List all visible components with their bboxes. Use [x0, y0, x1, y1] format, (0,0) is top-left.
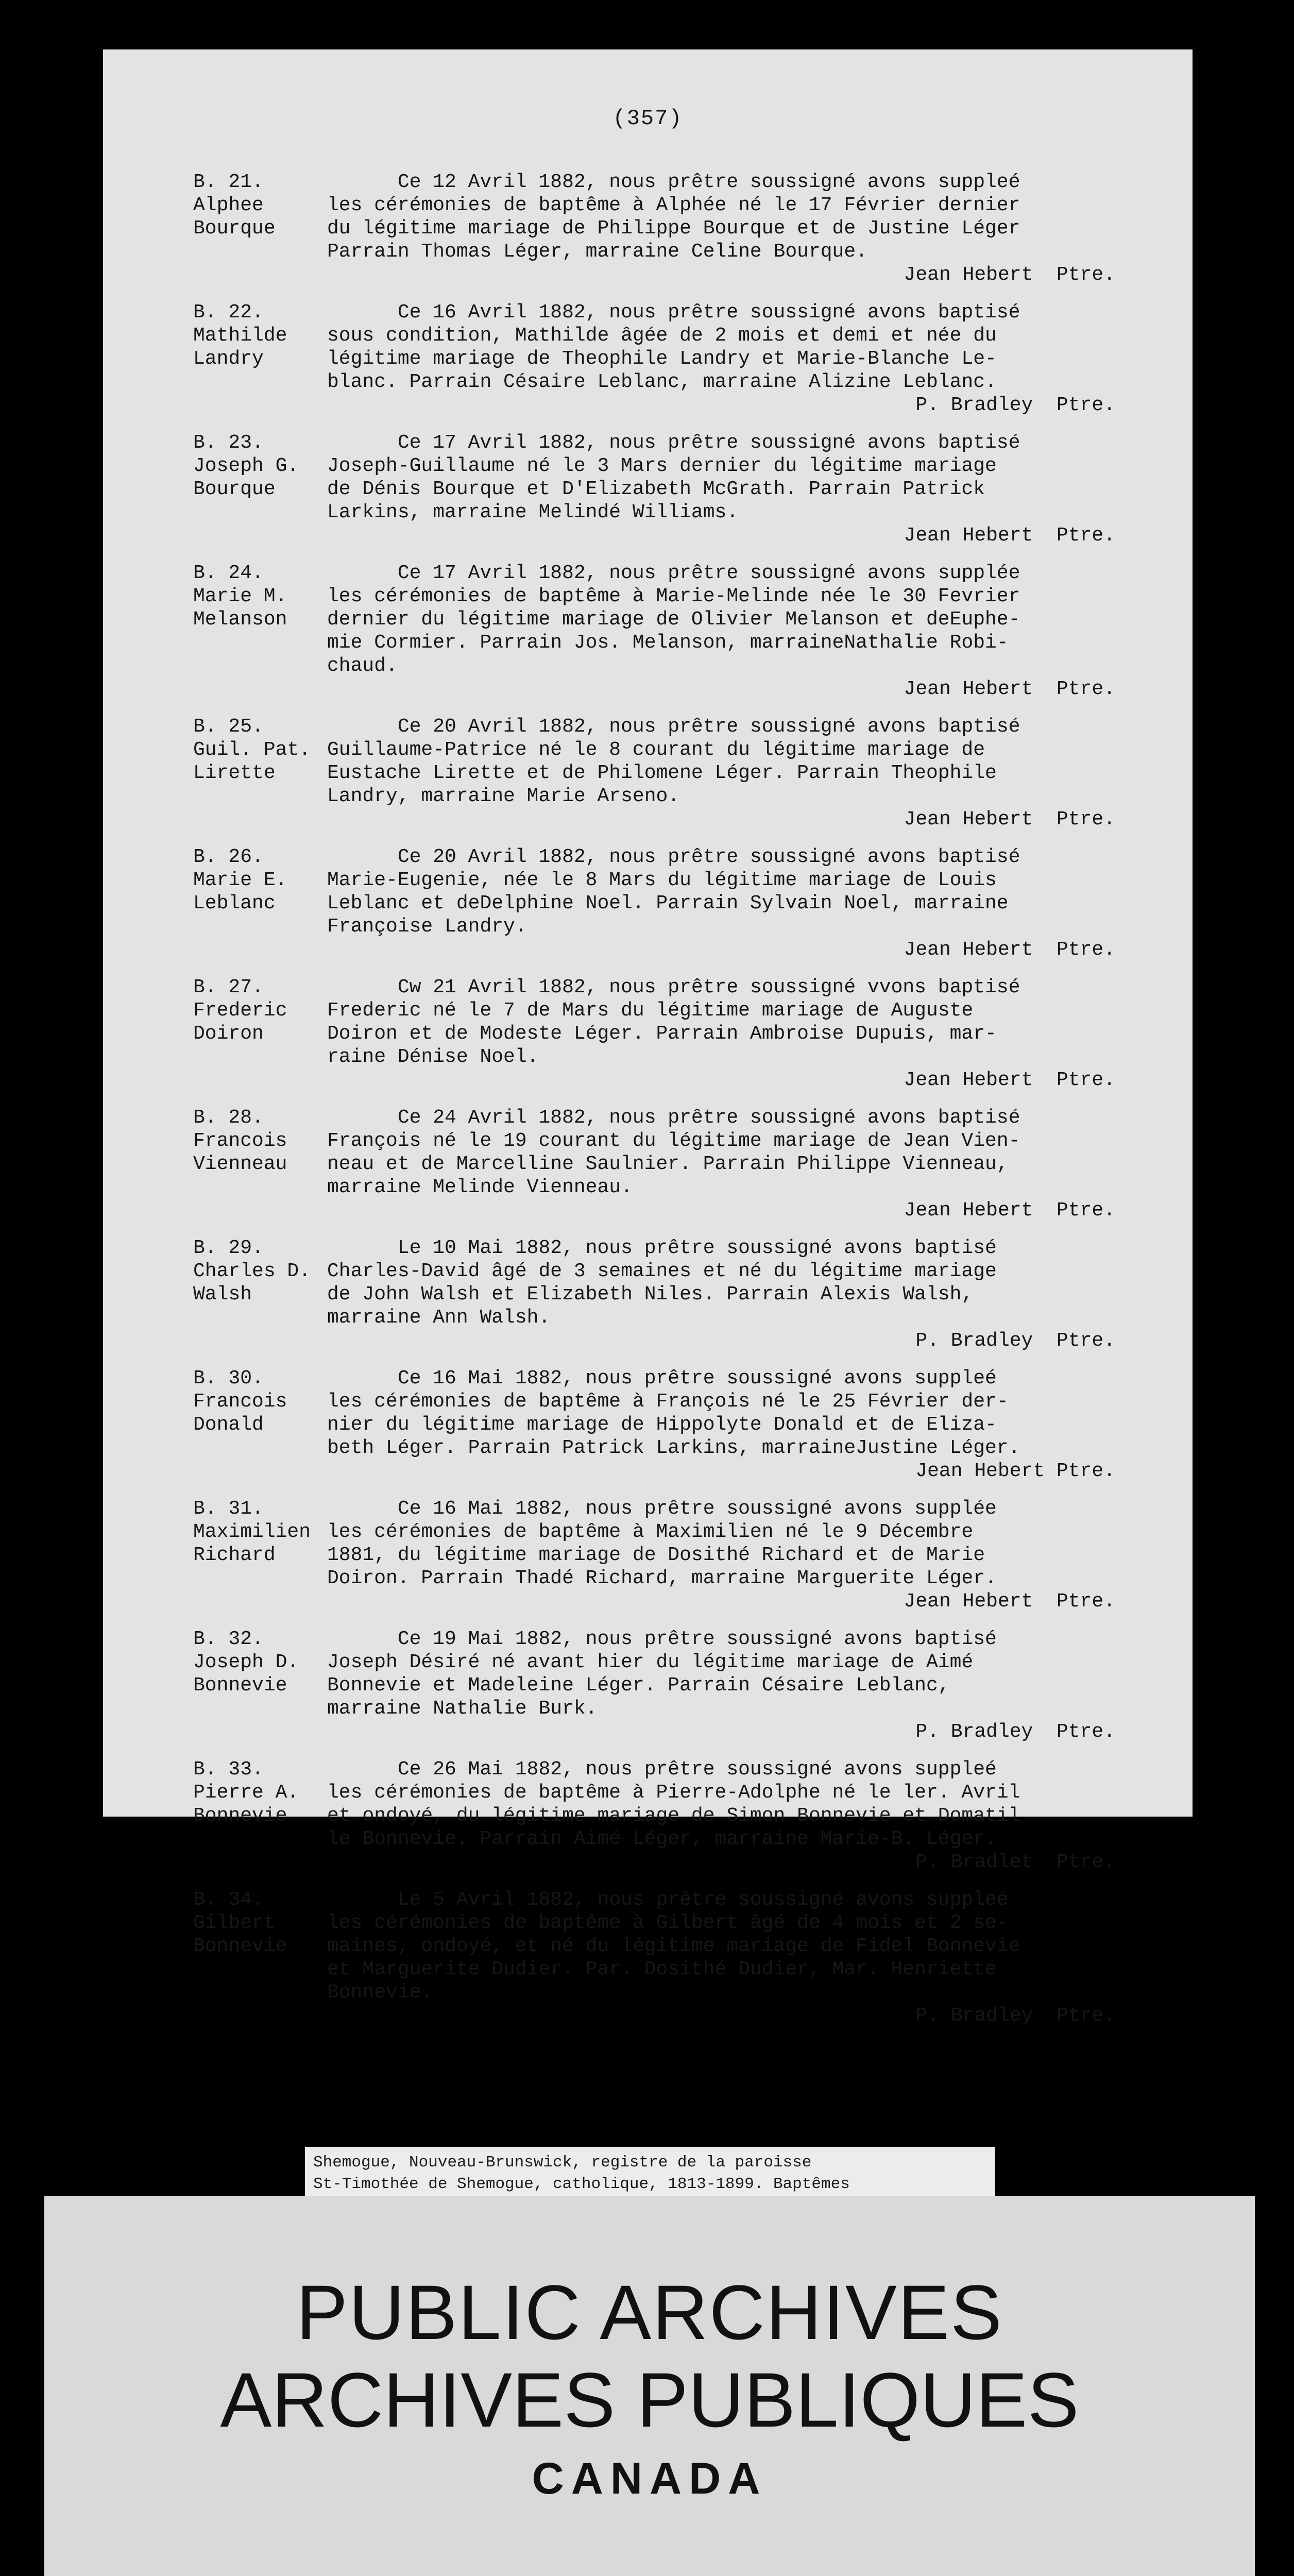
entry-identifier-line: Bonnevie [193, 1805, 287, 1827]
entry-text-line: Françoise Landry. [327, 916, 527, 938]
entry-identifier-line: Pierre A. [193, 1782, 299, 1804]
entry-identifier-line: Joseph G. [193, 455, 299, 477]
entry-identifier-line: Frederic [193, 999, 287, 1022]
entry-text-line: de Dénis Bourque et D'Elizabeth McGrath. Parrain Patrick [327, 478, 985, 500]
entry-text-line: dernier du légitime mariage de Olivier Melanson et deEuphe- [327, 608, 1020, 631]
entry-text [327, 301, 1131, 417]
baptism-entry [103, 1106, 1193, 1222]
entry-identifier-line: B. 34. [193, 1889, 264, 1911]
priest-signature: Jean Hebert Ptre. [904, 1590, 1115, 1613]
entry-identifier-line: Charles D. [193, 1260, 311, 1282]
entry-identifier-line: Bonnevie [193, 1674, 287, 1697]
entry-identifier-line: B. 22. [193, 301, 264, 324]
entry-identifier-line: Vienneau [193, 1153, 287, 1175]
entry-identifier-line: Marie M. [193, 585, 287, 607]
entry-text-line: maines, ondoyé, et né du légitime mariage de Fidel Bonnevie [327, 1935, 1020, 1957]
entry-identifier-line: B. 28. [193, 1107, 264, 1129]
entry-text-line: Joseph-Guillaume né le 3 Mars dernier du légitime mariage [327, 455, 997, 477]
entry-text-line: 1881, du légitime mariage de Dosithé Richard et de Marie [327, 1544, 985, 1566]
entry-text-line: légitime mariage de Theophile Landry et Marie-Blanche Le- [327, 348, 997, 370]
priest-signature: P. Bradley Ptre. [915, 394, 1115, 416]
entry-text-line: de John Walsh et Elizabeth Niles. Parrain Alexis Walsh, [327, 1283, 974, 1306]
entry-text-line: Charles-David âgé de 3 semaines et né du légitime mariage [327, 1260, 997, 1282]
entry-identifier [103, 1106, 327, 1222]
entry-identifier-line: Melanson [193, 608, 287, 631]
priest-signature: Jean Hebert Ptre. [904, 939, 1115, 961]
entry-text-line: neau et de Marcelline Saulnier. Parrain Philippe Vienneau, [327, 1153, 1009, 1175]
entry-identifier-line: Alphee [193, 194, 264, 216]
entry-text-line: Ce 19 Mai 1882, nous prêtre soussigné avons baptisé [327, 1628, 997, 1650]
entry-identifier-line: Guil. Pat. [193, 739, 311, 761]
entry-identifier-line: Francois [193, 1130, 287, 1152]
entry-identifier-line: B. 29. [193, 1237, 264, 1259]
baptism-entry [103, 1628, 1193, 1743]
label-line: Shemogue, Nouveau-Brunswick, registre de la paroisse [313, 2154, 812, 2172]
entry-text [327, 715, 1131, 831]
entry-text-line: Ce 12 Avril 1882, nous prêtre soussigné avons suppleé [327, 171, 1020, 193]
entry-identifier-line: Doiron [193, 1023, 264, 1045]
entry-text [327, 1758, 1131, 1874]
entry-text-line: Bonnevie et Madeleine Léger. Parrain Césaire Leblanc, [327, 1674, 950, 1697]
entry-identifier-line: B. 21. [193, 171, 264, 193]
baptism-entries [103, 171, 1193, 2042]
entry-identifier [103, 845, 327, 961]
entry-identifier-line: Richard [193, 1544, 276, 1566]
priest-signature: Jean Hebert Ptre. [904, 1069, 1115, 1091]
entry-text-line: marraine Nathalie Burk. [327, 1698, 598, 1720]
entry-text-line: Ce 24 Avril 1882, nous prêtre soussigné avons baptisé [327, 1107, 1020, 1129]
entry-text [327, 431, 1131, 547]
entry-identifier [103, 1758, 327, 1874]
entry-text-line: et Marguerite Dudier. Par. Dosithé Dudier, Mar. Henriette [327, 1958, 997, 1980]
entry-identifier-line: Lirette [193, 762, 276, 784]
entry-text-line: Cw 21 Avril 1882, nous prêtre soussigné vvons baptisé [327, 976, 1020, 998]
entry-identifier-line: B. 32. [193, 1628, 264, 1650]
entry-text-line: Ce 16 Mai 1882, nous prêtre soussigné avons suppleé [327, 1367, 997, 1389]
entry-identifier-line: Maximilien [193, 1521, 311, 1543]
entry-text [327, 976, 1131, 1092]
label-line: St-Timothée de Shemogue, catholique, 1813-1899. Baptêmes [313, 2175, 850, 2193]
entry-identifier [103, 301, 327, 417]
entry-text-line: les cérémonies de baptême à Pierre-Adolphe né le ler. Avril [327, 1782, 1020, 1804]
entry-text-line: Frederic né le 7 de Mars du légitime mariage de Auguste [327, 999, 974, 1022]
entry-text-line: Parrain Thomas Léger, marraine Celine Bourque. [327, 241, 867, 263]
entry-text [327, 1628, 1131, 1743]
entry-identifier-line: Landry [193, 348, 264, 370]
entry-text-line: Le 10 Mai 1882, nous prêtre soussigné avons baptisé [327, 1237, 997, 1259]
banner-title-en: PUBLIC ARCHIVES [296, 2269, 1003, 2355]
priest-signature: P. Bradlet Ptre. [915, 1851, 1115, 1873]
priest-signature: P. Bradley Ptre. [915, 2005, 1115, 2027]
entry-identifier-line: Donald [193, 1414, 264, 1436]
entry-text-line: les cérémonies de baptême à Alphée né le 17 Février dernier [327, 194, 1020, 216]
banner-title-fr: ARCHIVES PUBLIQUES [220, 2357, 1079, 2443]
entry-text-line: le Bonnevie. Parrain Aimé Léger, marraine Marie-B. Léger. [327, 1828, 997, 1850]
entry-text-line: Ce 20 Avril 1882, nous prêtre soussigné avons baptisé [327, 846, 1020, 868]
entry-identifier-line: Mathilde [193, 325, 287, 347]
priest-signature: Jean Hebert Ptre. [904, 1199, 1115, 1222]
entry-identifier-line: Walsh [193, 1283, 252, 1306]
entry-identifier-line: Bonnevie [193, 1935, 287, 1957]
entry-identifier-line: B. 30. [193, 1367, 264, 1389]
entry-identifier [103, 1236, 327, 1352]
entry-text-line: beth Léger. Parrain Patrick Larkins, marraineJustine Léger. [327, 1437, 1020, 1459]
archives-banner [44, 2196, 1255, 2576]
entry-identifier [103, 1497, 327, 1613]
priest-signature: Jean Hebert Ptre. [904, 524, 1115, 547]
entry-text-line: Ce 17 Avril 1882, nous prêtre soussigné avons baptisé [327, 432, 1020, 454]
entry-identifier [103, 171, 327, 286]
banner-country: CANADA [532, 2454, 768, 2503]
entry-identifier [103, 431, 327, 547]
baptism-entry [103, 1367, 1193, 1483]
entry-text-line: Bonnevie. [327, 1981, 433, 2004]
entry-text-line: les cérémonies de baptême à Gilbert âgé de 4 mois et 2 se- [327, 1912, 1009, 1934]
entry-text-line: Joseph Désiré né avant hier du légitime mariage de Aimé [327, 1651, 974, 1673]
entry-text-line: sous condition, Mathilde âgée de 2 mois et demi et née du [327, 325, 997, 347]
baptism-entry [103, 1497, 1193, 1613]
entry-text [327, 1497, 1131, 1613]
entry-text-line: marraine Melinde Vienneau. [327, 1176, 633, 1198]
entry-text-line: chaud. [327, 655, 398, 677]
entry-text-line: les cérémonies de baptême à François né le 25 Février der- [327, 1391, 1009, 1413]
entry-text [327, 1888, 1131, 2027]
entry-identifier-line: B. 25. [193, 716, 264, 738]
priest-signature: Jean Hebert Ptre. [904, 678, 1115, 700]
entry-text-line: Eustache Lirette et de Philomene Léger. Parrain Theophile [327, 762, 997, 784]
entry-identifier-line: B. 23. [193, 432, 264, 454]
baptism-entry [103, 171, 1193, 286]
entry-text-line: Guillaume-Patrice né le 8 courant du légitime mariage de [327, 739, 985, 761]
entry-text-line: Ce 26 Mai 1882, nous prêtre soussigné avons suppleé [327, 1758, 997, 1781]
entry-text-line: nier du légitime mariage de Hippolyte Donald et de Eliza- [327, 1414, 997, 1436]
entry-identifier-line: B. 26. [193, 846, 264, 868]
entry-identifier-line: B. 27. [193, 976, 264, 998]
entry-identifier [103, 976, 327, 1092]
priest-signature: P. Bradley Ptre. [915, 1330, 1115, 1352]
entry-text-line: Ce 17 Avril 1882, nous prêtre soussigné avons supplée [327, 562, 1020, 584]
entry-identifier [103, 1888, 327, 2027]
baptism-entry [103, 562, 1193, 701]
entry-text-line: raine Dénise Noel. [327, 1046, 539, 1068]
baptism-entry [103, 1888, 1193, 2027]
entry-text-line: marraine Ann Walsh. [327, 1307, 551, 1329]
baptism-entry [103, 715, 1193, 831]
entry-identifier [103, 1367, 327, 1483]
entry-identifier-line: Bourque [193, 478, 276, 500]
entry-identifier [103, 1628, 327, 1743]
register-page [103, 49, 1193, 2027]
entry-identifier [103, 715, 327, 831]
entry-text-line: et ondoyé, du légitime mariage de Simon Bonnevie et Domatil [327, 1805, 1020, 1827]
entry-text [327, 171, 1131, 286]
entry-text-line: Ce 20 Avril 1882, nous prêtre soussigné avons baptisé [327, 716, 1020, 738]
entry-text-line: Ce 16 Mai 1882, nous prêtre soussigné avons supplée [327, 1498, 997, 1520]
entry-text-line: blanc. Parrain Césaire Leblanc, marraine Alizine Leblanc. [327, 371, 997, 393]
entry-text-line: Landry, marraine Marie Arseno. [327, 785, 680, 807]
entry-text [327, 1236, 1131, 1352]
baptism-entry [103, 431, 1193, 547]
entry-text [327, 1106, 1131, 1222]
entry-text [327, 845, 1131, 961]
entry-text-line: Doiron. Parrain Thadé Richard, marraine Marguerite Léger. [327, 1567, 997, 1589]
entry-text [327, 562, 1131, 701]
entry-text-line: les cérémonies de baptême à Marie-Melinde née le 30 Fevrier [327, 585, 1020, 607]
entry-text-line: les cérémonies de baptême à Maximilien né le 9 Décembre [327, 1521, 974, 1543]
entry-text-line: Le 5 Avril 1882, nous prêtre soussigné avons suppleé [327, 1889, 1009, 1911]
priest-signature: P. Bradley Ptre. [915, 1721, 1115, 1743]
baptism-entry [103, 301, 1193, 417]
baptism-entry [103, 1758, 1193, 1874]
entry-identifier-line: Bourque [193, 217, 276, 240]
entry-text-line: Leblanc et deDelphine Noel. Parrain Sylvain Noel, marraine [327, 892, 1009, 914]
entry-identifier-line: Francois [193, 1391, 287, 1413]
entry-text-line: mie Cormier. Parrain Jos. Melanson, marraineNathalie Robi- [327, 632, 1009, 654]
entry-identifier-line: B. 24. [193, 562, 264, 584]
baptism-entry [103, 1236, 1193, 1352]
priest-signature: Jean Hebert Ptre. [904, 264, 1115, 286]
entry-text-line: Ce 16 Avril 1882, nous prêtre soussigné avons baptisé [327, 301, 1020, 324]
entry-text-line: du légitime mariage de Philippe Bourque et de Justine Léger [327, 217, 1020, 240]
priest-signature: Jean Hebert Ptre. [904, 808, 1115, 831]
entry-identifier-line: B. 31. [193, 1498, 264, 1520]
entry-text-line: François né le 19 courant du légitime mariage de Jean Vien- [327, 1130, 1020, 1152]
entry-identifier-line: Leblanc [193, 892, 276, 914]
entry-identifier [103, 562, 327, 701]
entry-text-line: Doiron et de Modeste Léger. Parrain Ambroise Dupuis, mar- [327, 1023, 997, 1045]
entry-text-line: Larkins, marraine Melindé Williams. [327, 501, 739, 523]
entry-identifier-line: Gilbert [193, 1912, 276, 1934]
entry-text-line: Marie-Eugenie, née le 8 Mars du légitime mariage de Louis [327, 869, 997, 891]
entry-identifier-line: B. 33. [193, 1758, 264, 1781]
page-number: (357) [612, 106, 683, 131]
entry-identifier-line: Joseph D. [193, 1651, 299, 1673]
entry-identifier-line: Marie E. [193, 869, 287, 891]
baptism-entry [103, 845, 1193, 961]
priest-signature: Jean Hebert Ptre. [915, 1460, 1115, 1482]
entry-text [327, 1367, 1131, 1483]
baptism-entry [103, 976, 1193, 1092]
